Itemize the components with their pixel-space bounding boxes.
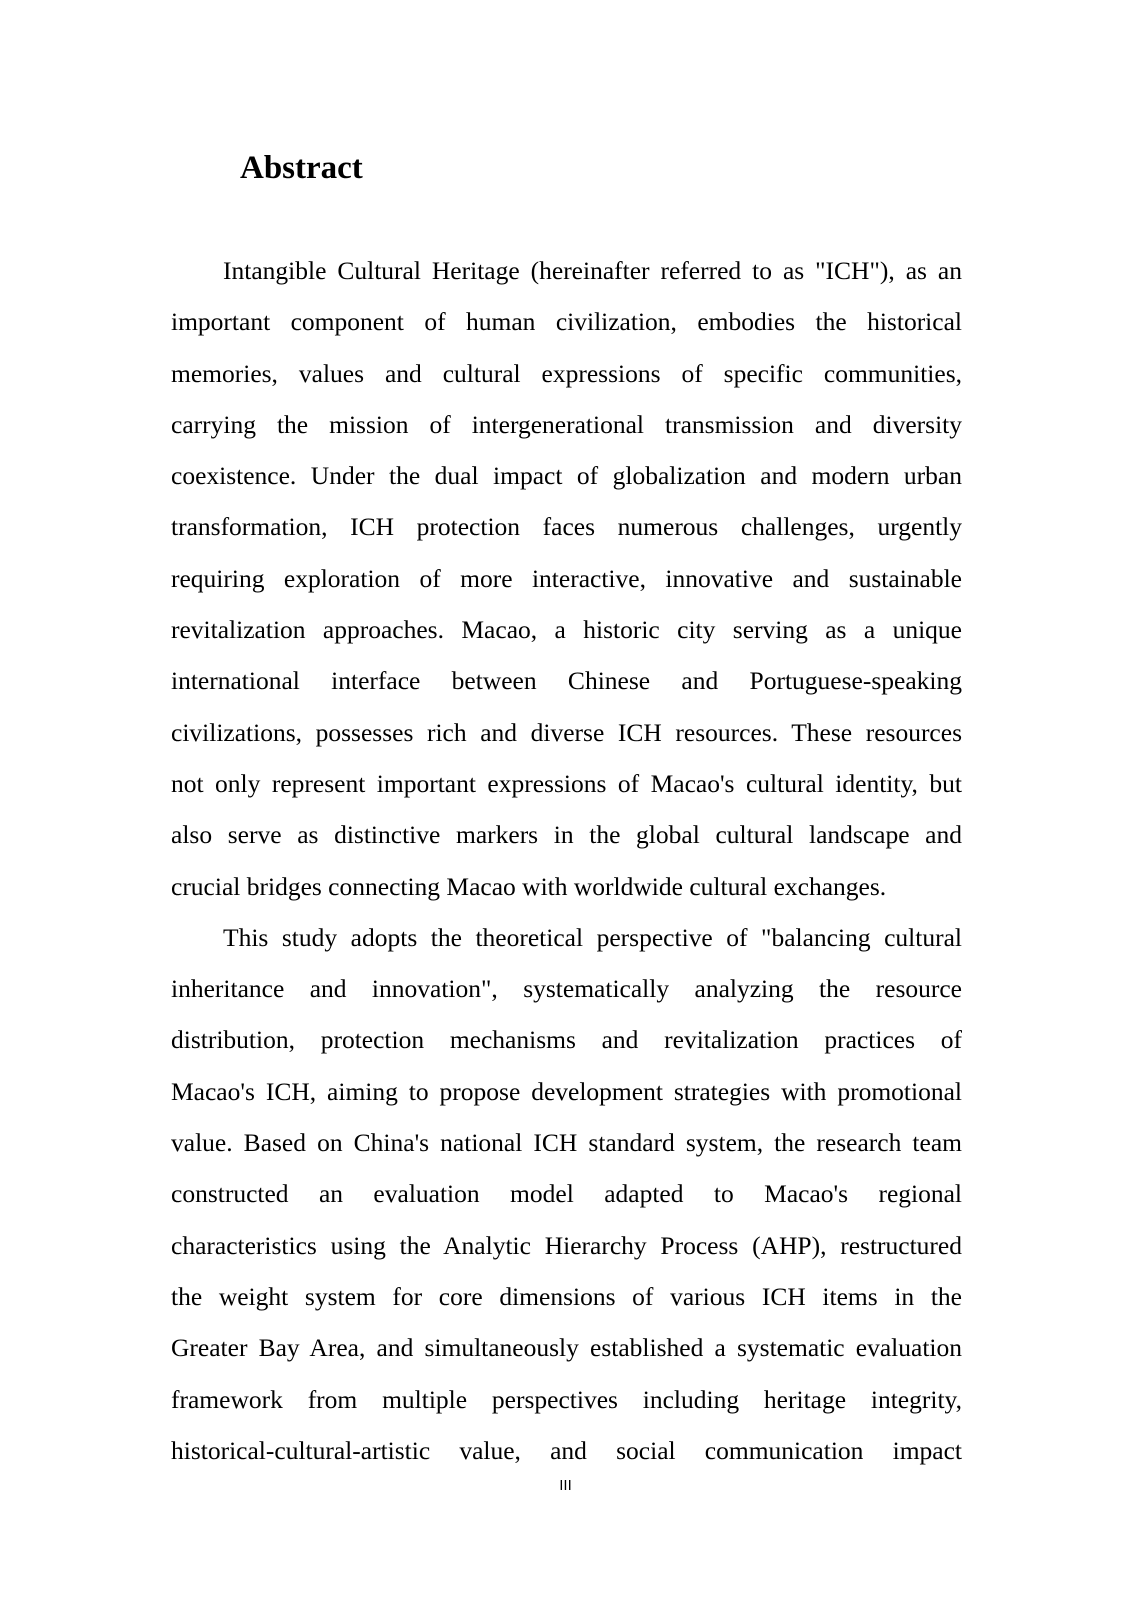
text-line: constructed an evaluation model adapted to Macao's regional [171, 1179, 962, 1209]
text-line: important component of human civilization, embodies the historical [171, 307, 962, 337]
text-line: Greater Bay Area, and simultaneously established a systematic evaluation [171, 1333, 962, 1363]
text-line: This study adopts the theoretical perspective of "balancing cultural [223, 922, 962, 952]
abstract-body [171, 245, 962, 1476]
abstract-heading: Abstract [240, 150, 363, 186]
text-line: revitalization approaches. Macao, a historic city serving as a unique [171, 615, 962, 645]
text-line: crucial bridges connecting Macao with worldwide cultural exchanges. [171, 871, 887, 901]
text-line: historical-cultural-artistic value, and social communication impact [171, 1435, 962, 1465]
text-line: memories, values and cultural expressions of specific communities, [171, 358, 962, 388]
text-line: Macao's ICH, aiming to propose development strategies with promotional [171, 1076, 962, 1106]
paragraph-2 [171, 912, 962, 1476]
text-line: not only represent important expressions of Macao's cultural identity, but [171, 768, 962, 798]
text-line: also serve as distinctive markers in the global cultural landscape and [171, 820, 962, 850]
text-line: value. Based on China's national ICH standard system, the research team [171, 1128, 962, 1158]
text-line: carrying the mission of intergenerational transmission and diversity [171, 409, 962, 439]
text-line: framework from multiple perspectives including heritage integrity, [171, 1384, 962, 1414]
text-line: requiring exploration of more interactive, innovative and sustainable [171, 563, 962, 593]
text-line: inheritance and innovation", systematically analyzing the resource [171, 974, 962, 1004]
text-line: transformation, ICH protection faces numerous challenges, urgently [171, 512, 962, 542]
text-line: civilizations, possesses rich and diverse ICH resources. These resources [171, 717, 962, 747]
text-line: the weight system for core dimensions of various ICH items in the [171, 1281, 962, 1311]
paragraph-1 [171, 245, 962, 912]
page-number: III [559, 1477, 572, 1494]
text-line: distribution, protection mechanisms and revitalization practices of [171, 1025, 962, 1055]
text-line: international interface between Chinese and Portuguese-speaking [171, 666, 962, 696]
text-line: characteristics using the Analytic Hierarchy Process (AHP), restructured [171, 1230, 962, 1260]
text-line: coexistence. Under the dual impact of globalization and modern urban [171, 461, 962, 491]
text-line: Intangible Cultural Heritage (hereinafter referred to as "ICH"), as an [223, 256, 962, 285]
